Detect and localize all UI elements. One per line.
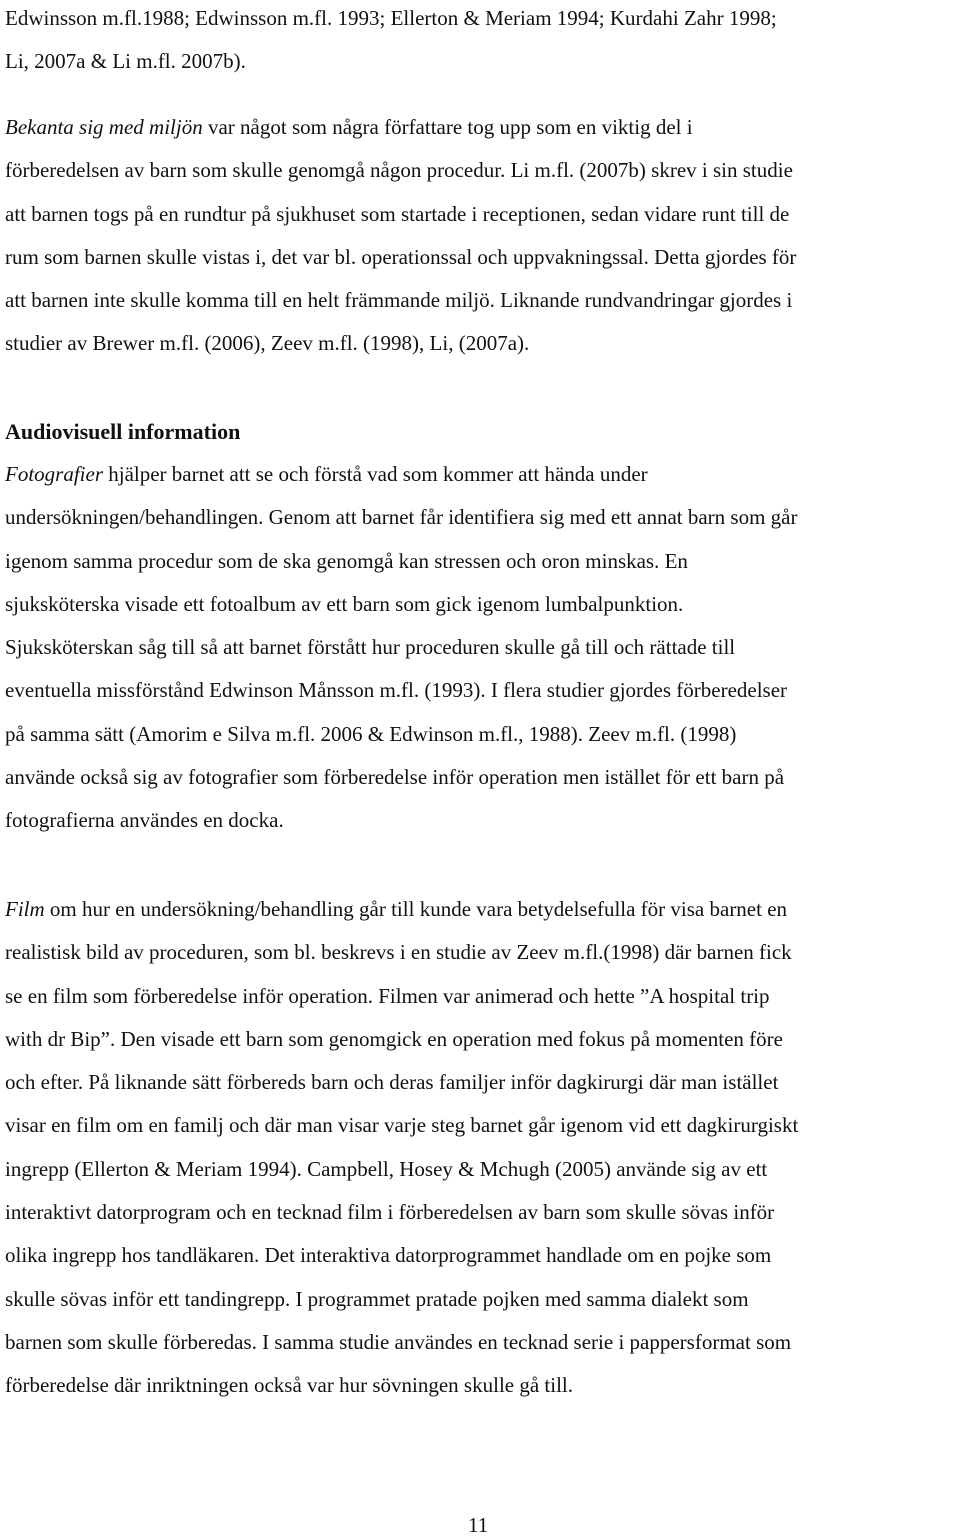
text-line: förberedelsen av barn som skulle genomgå någon procedur. Li m.fl. (2007b) skrev i sin studie bbox=[5, 158, 793, 183]
text-line: eventuella missförstånd Edwinson Månsson m.fl. (1993). I flera studier gjordes förberedelser bbox=[5, 678, 788, 703]
section-heading: Audiovisuell information bbox=[5, 419, 241, 444]
text-line: igenom samma procedur som de ska genomgå kan stressen och oron minskas. En bbox=[5, 548, 688, 573]
text-line bbox=[5, 106, 960, 149]
text-line: skulle sövas inför ett tandingrepp. I programmet pratade pojken med samma dialekt som bbox=[5, 1286, 749, 1311]
text-line: studier av Brewer m.fl. (2006), Zeev m.fl. (1998), Li, (2007a). bbox=[5, 331, 530, 356]
text-line: på samma sätt (Amorim e Silva m.fl. 2006 & Edwinson m.fl., 1988). Zeev m.fl. (1998) bbox=[5, 721, 737, 746]
text-line: förberedelse där inriktningen också var hur sövningen skulle gå till. bbox=[5, 1373, 574, 1398]
text-line bbox=[5, 453, 960, 496]
text-line bbox=[5, 888, 960, 931]
text-line: använde också sig av fotografier som förberedelse inför operation men istället för ett barn på bbox=[5, 765, 785, 790]
text-line: och efter. På liknande sätt förbereds barn och deras familjer inför dagkirurgi där man istället bbox=[5, 1070, 779, 1095]
italic-term: Film bbox=[5, 897, 45, 921]
text-line: with dr Bip”. Den visade ett barn som genomgick en operation med fokus på momenten före bbox=[5, 1026, 783, 1051]
text-line: ingrepp (Ellerton & Meriam 1994). Campbell, Hosey & Mchugh (2005) använde sig av ett bbox=[5, 1156, 768, 1181]
text-line: interaktivt datorprogram och en tecknad film i förberedelsen av barn som skulle sövas inför bbox=[5, 1200, 775, 1225]
text-line: visar en film om en familj och där man visar varje steg barnet går igenom vid ett dagkirurgiskt bbox=[5, 1113, 799, 1138]
text-line: undersökningen/behandlingen. Genom att barnet får identifiera sig med ett annat barn som går bbox=[5, 505, 798, 530]
text-line: att barnen inte skulle komma till en helt främmande miljö. Liknande rundvandringar gjordes i bbox=[5, 288, 793, 313]
text-fragment: om hur en undersökning/behandling går till kunde vara betydelsefulla för visa barnet en bbox=[44, 897, 788, 921]
paragraph-film bbox=[5, 888, 960, 1408]
text-line: barnen som skulle förberedas. I samma studie användes en tecknad serie i pappersformat som bbox=[5, 1329, 792, 1354]
text-line: fotografierna användes en docka. bbox=[5, 808, 284, 833]
text-line: Sjuksköterskan såg till så att barnet förstått hur proceduren skulle gå till och rättade till bbox=[5, 635, 736, 660]
page-number: 11 bbox=[468, 1513, 489, 1537]
paragraph-references-continued bbox=[5, 0, 960, 84]
text-line: att barnen togs på en rundtur på sjukhuset som startade i receptionen, sedan vidare runt till de bbox=[5, 201, 790, 226]
text-line: rum som barnen skulle vistas i, det var bl. operationssal och uppvakningssal. Detta gjordes för bbox=[5, 244, 797, 269]
italic-term: Bekanta sig med miljön bbox=[5, 115, 203, 139]
text-fragment: hjälper barnet att se och förstå vad som kommer att hända under bbox=[103, 462, 648, 486]
text-line: realistisk bild av proceduren, som bl. beskrevs i en studie av Zeev m.fl.(1998) där barnen fick bbox=[5, 940, 792, 965]
text-line: se en film som förberedelse inför operation. Filmen var animerad och hette ”A hospital trip bbox=[5, 983, 770, 1008]
text-line: sjuksköterska visade ett fotoalbum av ett barn som gick igenom lumbalpunktion. bbox=[5, 591, 684, 616]
text-line: Edwinsson m.fl.1988; Edwinsson m.fl. 1993; Ellerton & Meriam 1994; Kurdahi Zahr 1998; bbox=[5, 6, 777, 30]
text-fragment: var något som några författare tog upp som en viktig del i bbox=[202, 115, 693, 139]
italic-term: Fotografier bbox=[5, 462, 103, 486]
paragraph-fotografier bbox=[5, 453, 960, 843]
paragraph-bekanta bbox=[5, 106, 960, 366]
text-line: olika ingrepp hos tandläkaren. Det interaktiva datorprogrammet handlade om en pojke som bbox=[5, 1243, 772, 1268]
text-line: Li, 2007a & Li m.fl. 2007b). bbox=[5, 49, 246, 74]
